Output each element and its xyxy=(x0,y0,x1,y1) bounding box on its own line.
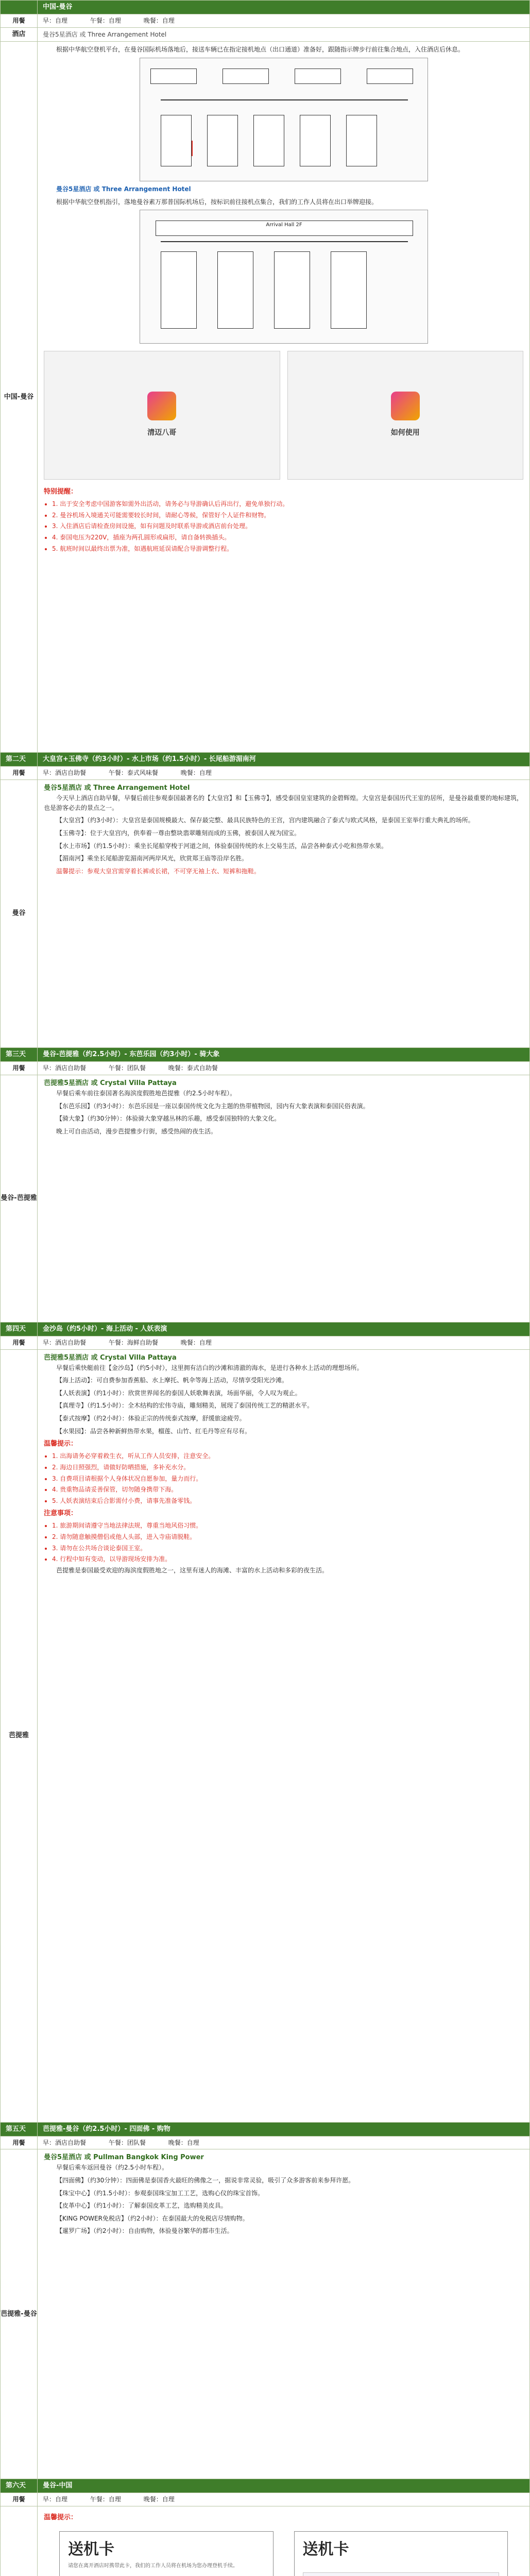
day2-left-label: 曼谷 xyxy=(1,780,38,1048)
day5-content-row xyxy=(1,2149,530,2479)
day1-hotel-left: 酒店 xyxy=(1,27,38,42)
day2-content-row xyxy=(1,780,530,1048)
notice-item: • 4. 行程中如有变动，以导游现场安排为准。 xyxy=(52,1554,523,1564)
day1-label: 中国-曼谷 xyxy=(38,1,530,14)
day1-tips-list xyxy=(44,499,523,553)
day3-p2: 【东芭乐园】（约3小时）：东芭乐园是一座以泰国传统文化为主题的热带植物园，园内有大象表演和泰国民俗表演。 xyxy=(56,1102,369,1110)
day6-title: 曼谷-中国 xyxy=(38,2479,530,2493)
day3-lunch: 午餐：团队餐 xyxy=(108,1064,146,1072)
day4-extra: 芭提雅是泰国最受欢迎的海滨度假胜地之一，这里有迷人的海滩、丰富的水上活动和多彩的夜生活。 xyxy=(56,1566,329,1574)
day2-meal-row xyxy=(1,767,530,780)
guide-cards xyxy=(44,347,523,484)
day1-intro1: 根据中华航空登机平台，在曼谷国际机场落地后，接送车辆已在指定接机地点（出口通道）准备好，跟随指示牌步行前往集合地点，入住酒店后休息。 xyxy=(56,46,465,54)
card1-text: 请您在离开酒店时携带此卡，我们的工作人员将在机场为您办理登机手续。 xyxy=(68,2563,238,2569)
day1-meal-row xyxy=(1,14,530,28)
tip-item: • 3. 入住酒店后请检查房间设施，如有问题及时联系导游或酒店前台处理。 xyxy=(52,521,523,531)
send-off-card-1 xyxy=(59,2531,273,2576)
guide-card-left xyxy=(44,351,280,480)
day1-dinner: 晚餐：自理 xyxy=(143,17,175,25)
day3-content-row xyxy=(1,1075,530,1322)
day5-hotel-text: 曼谷5星酒店 或 Pullman Bangkok King Power xyxy=(44,2154,204,2162)
airport-map-1 xyxy=(140,58,428,181)
day6-header-row xyxy=(1,2479,530,2493)
day1-hotel-row xyxy=(1,27,530,42)
day5-meal-label: 用餐 xyxy=(1,2136,38,2149)
day3-p3: 【骑大象】（约30分钟）：体验骑大象穿越丛林的乐趣，感受泰国独特的大象文化。 xyxy=(56,1115,281,1123)
day4-label: 第四天 xyxy=(1,1322,38,1336)
day2-note: 温馨提示：参观大皇宫需穿着长裤或长裙，不可穿无袖上衣、短裤和拖鞋。 xyxy=(56,867,261,875)
notice-item: • 2. 请勿随意触摸僧侣或他人头部，进入寺庙请脱鞋。 xyxy=(52,1532,523,1542)
note-item: • 4. 贵重物品请妥善保管，切勿随身携带下海。 xyxy=(52,1485,523,1495)
day6-breakfast: 早：自理 xyxy=(43,2496,68,2503)
day4-p5: 【泰式按摩】（约2小时）：体验正宗的传统泰式按摩，舒缓旅途疲劳。 xyxy=(56,1415,246,1422)
day6-lunch: 午餐：自理 xyxy=(90,2496,121,2503)
card1-title: 送机卡 xyxy=(68,2540,114,2559)
tip-item: • 4. 泰国电压为220V，插座为两孔圆形或扁形，请自备转换插头。 xyxy=(52,533,523,543)
day2-label: 第二天 xyxy=(1,753,38,767)
company-logo-icon-2 xyxy=(391,392,420,420)
day6-meal-label: 用餐 xyxy=(1,2493,38,2506)
day3-meal-label: 用餐 xyxy=(1,1062,38,1075)
day4-hotel-text: 芭提雅5星酒店 或 Crystal Villa Pattaya xyxy=(44,1353,177,1362)
day4-notice-list xyxy=(44,1521,523,1564)
arrival-hall-label: Arrival Hall 2F xyxy=(156,221,413,236)
notice-item: • 1. 旅游期间请遵守当地法律法规，尊重当地风俗习惯。 xyxy=(52,1521,523,1531)
day4-meal-row xyxy=(1,1336,530,1349)
day3-left-label: 曼谷-芭提雅 xyxy=(1,1075,38,1322)
day2-route: 大皇宫+玉佛寺（约3小时）- 水上市场（约1.5小时）- 长尾船游湄南河 xyxy=(38,753,530,767)
day5-lunch: 午餐：团队餐 xyxy=(108,2139,146,2146)
day4-lunch: 午餐：海鲜自助餐 xyxy=(108,1338,158,1346)
day3-p4: 晚上可自由活动，漫步芭提雅步行街，感受热闹的夜生活。 xyxy=(56,1127,217,1135)
card2-body xyxy=(303,2572,500,2576)
day1-hotel-text: 曼谷5星酒店 或 Three Arrangement Hotel xyxy=(43,30,167,38)
day5-p1: 早餐后乘车返回曼谷（约2.5小时车程）。 xyxy=(56,2164,168,2172)
day6-content-title: 温馨提示： xyxy=(44,2514,78,2521)
day1-intro3: 根据中华航空登机指引，落地曼谷素万那普国际机场后，按标识前往接机点集合，我们的工作人员将在出口举牌迎接。 xyxy=(56,198,378,206)
airport-map-2 xyxy=(140,210,428,344)
day4-dinner: 晚餐：自理 xyxy=(180,1338,212,1346)
card-right-title: 如何使用 xyxy=(390,429,420,437)
day1-tips-title: 特别提醒： xyxy=(44,488,78,496)
day4-p4: 【真理寺】（约1.5小时）：全木结构的宏伟寺庙，雕刻精美，展现了泰国传统工艺的精湛水平。 xyxy=(56,1402,314,1410)
day1-intro2: 曼谷5星酒店 或 Three Arrangement Hotel xyxy=(56,185,191,193)
day2-hotel-text: 曼谷5星酒店 或 Three Arrangement Hotel xyxy=(44,784,190,792)
day5-p4: 【皮革中心】（约1小时）：了解泰国皮革工艺，选购精美皮具。 xyxy=(56,2202,227,2210)
day5-p2: 【四面佛】（约30分钟）：四面佛是泰国香火最旺的佛像之一，据说非常灵验，吸引了众多游客前来参拜许愿。 xyxy=(56,2177,355,2184)
day3-label: 第三天 xyxy=(1,1048,38,1062)
day5-p5: 【KING POWER免税店】（约2小时）：在泰国最大的免税店尽情购物。 xyxy=(56,2214,249,2222)
day2-p2: 【大皇宫】（约3小时）：大皇宫是泰国规模最大、保存最完整、最具民族特色的王宫，宫内建筑融合了泰式与欧式风格，是泰国王室举行重大典礼的场所。 xyxy=(56,817,474,824)
day2-p5: 【湄南河】乘坐长尾船游览湄南河两岸风光，欣赏郑王庙等沿岸名胜。 xyxy=(56,855,248,862)
day4-route: 金沙岛（约5小时）- 海上活动 - 人妖表演 xyxy=(38,1322,530,1336)
day3-meal-row xyxy=(1,1062,530,1075)
note-item: • 3. 自费项目请根据个人身体状况自愿参加，量力而行。 xyxy=(52,1474,523,1484)
guide-card-right xyxy=(287,351,524,480)
card-left-title: 清迈八哥 xyxy=(147,429,177,437)
day4-content-row xyxy=(1,1349,530,2122)
day2-breakfast: 早：酒店自助餐 xyxy=(43,769,87,777)
day6-label: 第六天 xyxy=(1,2479,38,2493)
notice-item: • 3. 请勿在公共场合谈论泰国王室。 xyxy=(52,1544,523,1553)
day3-route: 曼谷-芭提雅（约2.5小时）- 东芭乐园（约3小时）- 骑大象 xyxy=(38,1048,530,1062)
company-logo-icon xyxy=(147,392,176,420)
day2-dinner: 晚餐：自理 xyxy=(180,769,212,777)
day3-p1: 早餐后乘车前往泰国著名海滨度假胜地芭提雅（约2.5小时车程）。 xyxy=(56,1089,236,1097)
day4-breakfast: 早：酒店自助餐 xyxy=(43,1338,87,1346)
day5-route: 芭提雅-曼谷（约2.5小时）- 四面佛 - 购物 xyxy=(38,2122,530,2136)
day4-header-row xyxy=(1,1322,530,1336)
day4-meal-label: 用餐 xyxy=(1,1336,38,1349)
day4-notes-list xyxy=(44,1451,523,1505)
day5-label: 第五天 xyxy=(1,2122,38,2136)
day5-p6: 【暹罗广场】（约2小时）：自由购物，体验曼谷繁华的都市生活。 xyxy=(56,2227,233,2235)
day6-left-label xyxy=(1,2506,38,2576)
day3-header-row xyxy=(1,1048,530,1062)
tip-item: • 5. 航班时间以最终出票为准，如遇航班延误请配合导游调整行程。 xyxy=(52,544,523,554)
day6-dinner: 晚餐：自理 xyxy=(143,2496,175,2503)
note-item: • 1. 出海请务必穿着救生衣，听从工作人员安排，注意安全。 xyxy=(52,1451,523,1461)
day3-dinner: 晚餐：泰式自助餐 xyxy=(168,1064,218,1072)
day2-lunch: 午餐：泰式风味餐 xyxy=(108,769,158,777)
day6-content-row xyxy=(1,2506,530,2576)
day4-p6: 【水果园】：品尝各种新鲜热带水果，榴莲、山竹、红毛丹等应有尽有。 xyxy=(56,1427,251,1435)
day6-meal-row xyxy=(1,2493,530,2506)
day1-meal-label: 用餐 xyxy=(1,14,38,28)
day2-p1: 今天早上酒店自助早餐，早餐后前往参观泰国最著名的【大皇宫】和【玉佛寺】，感受泰国皇室建筑的金碧辉煌。大皇宫是泰国历代王室的居所，是曼谷最重要的地标建筑，也是游客必去的景点之一。 xyxy=(44,794,523,811)
day5-dinner: 晚餐：自理 xyxy=(168,2139,199,2146)
tip-item: • 2. 曼谷机场入境通关可能需要较长时间，请耐心等候，保管好个人证件和财物。 xyxy=(52,511,523,520)
note-item: • 2. 海边日照强烈，请做好防晒措施，多补充水分。 xyxy=(52,1463,523,1472)
day4-p1: 早餐后乘快艇前往【金沙岛】（约5小时），这里拥有洁白的沙滩和清澈的海水，是进行各种水上活动的理想场所。 xyxy=(56,1364,363,1371)
airport-cards xyxy=(44,2525,523,2576)
day4-notice-title: 注意事项： xyxy=(44,1510,78,1518)
tip-item: • 1. 出于安全考虑中国游客如需外出活动，请务必与导游确认后再出行，避免单独行动。 xyxy=(52,499,523,509)
day2-meal-label: 用餐 xyxy=(1,767,38,780)
day4-notes-title: 温馨提示： xyxy=(44,1440,78,1448)
day5-meal-row xyxy=(1,2136,530,2149)
day3-hotel-text: 芭提雅5星酒店 或 Crystal Villa Pattaya xyxy=(44,1079,177,1087)
day5-breakfast: 早：酒店自助餐 xyxy=(43,2139,87,2146)
day1-left-label: 中国-曼谷 xyxy=(1,42,38,753)
day5-header-row xyxy=(1,2122,530,2136)
day1-breakfast: 早：自理 xyxy=(43,17,68,25)
day1-lunch: 午餐：自理 xyxy=(90,17,121,25)
day5-left-label: 芭提雅-曼谷 xyxy=(1,2149,38,2479)
card2-title: 送机卡 xyxy=(302,2540,349,2559)
day4-left-label: 芭提雅 xyxy=(1,1349,38,2122)
day4-p2: 【海上活动】：可自费参加香蕉船、水上摩托、帆伞等海上活动，尽情享受阳光沙滩。 xyxy=(56,1377,288,1384)
day5-p3: 【珠宝中心】（约1.5小时）：参观泰国珠宝加工工艺，选购心仪的珠宝首饰。 xyxy=(56,2189,264,2197)
day2-p4: 【水上市场】（约1.5小时）：乘坐长尾船穿梭于河道之间，体验泰国传统的水上交易生活，品尝各种泰式小吃和热带水果。 xyxy=(56,842,388,850)
day2-header-row xyxy=(1,753,530,767)
day2-p3: 【玉佛寺】：位于大皇宫内，供奉着一尊由整块翡翠雕刻而成的玉佛，被泰国人视为国宝。 xyxy=(56,829,301,837)
note-item: • 5. 人妖表演结束后合影需付小费，请事先准备零钱。 xyxy=(52,1496,523,1506)
day3-breakfast: 早：酒店自助餐 xyxy=(43,1064,87,1072)
day1-header-row xyxy=(1,1,530,14)
day4-p3: 【人妖表演】（约1小时）：欣赏世界闻名的泰国人妖歌舞表演，场面华丽，令人叹为观止。 xyxy=(56,1389,301,1397)
send-off-card-2 xyxy=(294,2531,508,2576)
day1-content-row xyxy=(1,42,530,753)
